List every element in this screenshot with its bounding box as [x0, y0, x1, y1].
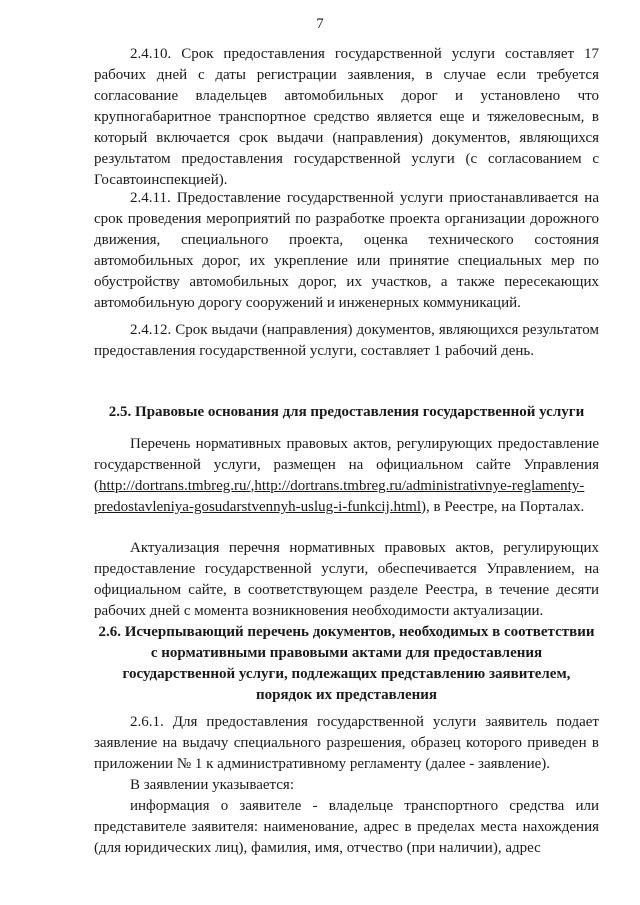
paragraph-2-6-1: 2.6.1. Для предоставления государственной услуги заявитель подает заявление на выдачу специального разрешения, образец которого приведен в приложении № 1 к административному регламенту (далее - заявление).: [94, 714, 599, 772]
paragraph-2-4-12: 2.4.12. Срок выдачи (направления) документов, являющихся результатом предоставления государственной услуги, составляет 1 рабочий день.: [94, 322, 599, 359]
paragraph-2-4-11: 2.4.11. Предоставление государственной услуги приостанавливается на срок проведения мероприятий по разработке проекта организации дорожного движения, специального проекта, оценка технического состояния автомобильных дорог, их укрепление или принятие специальных мер по обустройству автомобильных дорог, их участков, а также пересекающих автомобильную дорогу сооружений и инженерных коммуникаций.: [94, 190, 599, 311]
paragraph-applicant-info: информация о заявителе - владельце транспортного средства или представителе заявителя: наименование, адрес в пределах места нахождения (для юридических лиц), фамилия, имя, отчество (при наличии), адрес: [94, 798, 599, 856]
paragraph-application-indicates: В заявлении указывается:: [130, 777, 294, 793]
paragraph-2-4-10: 2.4.10. Срок предоставления государственной услуги составляет 17 рабочих дней с даты регистрации заявления, в случае если требуется согласование владельцев автомобильных дорог и установлено что крупногабаритное транспортное средство является еще и тяжеловесным, в который включается срок выдачи (направления) документов, являющихся результатом предоставления государственной услуги (с согласованием с Госавтоинспекцией).: [94, 46, 599, 188]
link-dortrans-site[interactable]: http://dortrans.tmbreg.ru/: [99, 478, 251, 494]
paragraph-legal-acts-list: [94, 434, 599, 518]
paragraph-actualization: Актуализация перечня нормативных правовых актов, регулирующих предоставление государственной услуги, обеспечивается Управлением, на официальном сайте, в соответствующем разделе Реестра, в течение десяти рабочих дней с момента возникновения необходимости актуализации.: [94, 540, 599, 619]
text-after-links: ), в Реестре, на Порталах.: [421, 499, 585, 515]
text-before-links: Перечень нормативных правовых актов, регулирующих предоставление государственной услуги, размещен на официальном сайте Управления (: [94, 436, 599, 494]
link-administrative-regulations[interactable]: http://dortrans.tmbreg.ru/administrativnye-reglamenty-predostavleniya-gosudarstvennyh-uslug-i-funkcij.html: [94, 478, 585, 515]
section-heading-2-5: 2.5. Правовые основания для предоставления государственной услуги: [108, 404, 585, 420]
section-heading-2-6: 2.6. Исчерпывающий перечень документов, необходимых в соответствии с нормативными правовыми актами для предоставления государственной услуги, подлежащих представлению заявителем, порядок их представления: [98, 624, 595, 703]
link-separator: ,: [250, 478, 255, 494]
page-number: 7: [316, 16, 324, 32]
